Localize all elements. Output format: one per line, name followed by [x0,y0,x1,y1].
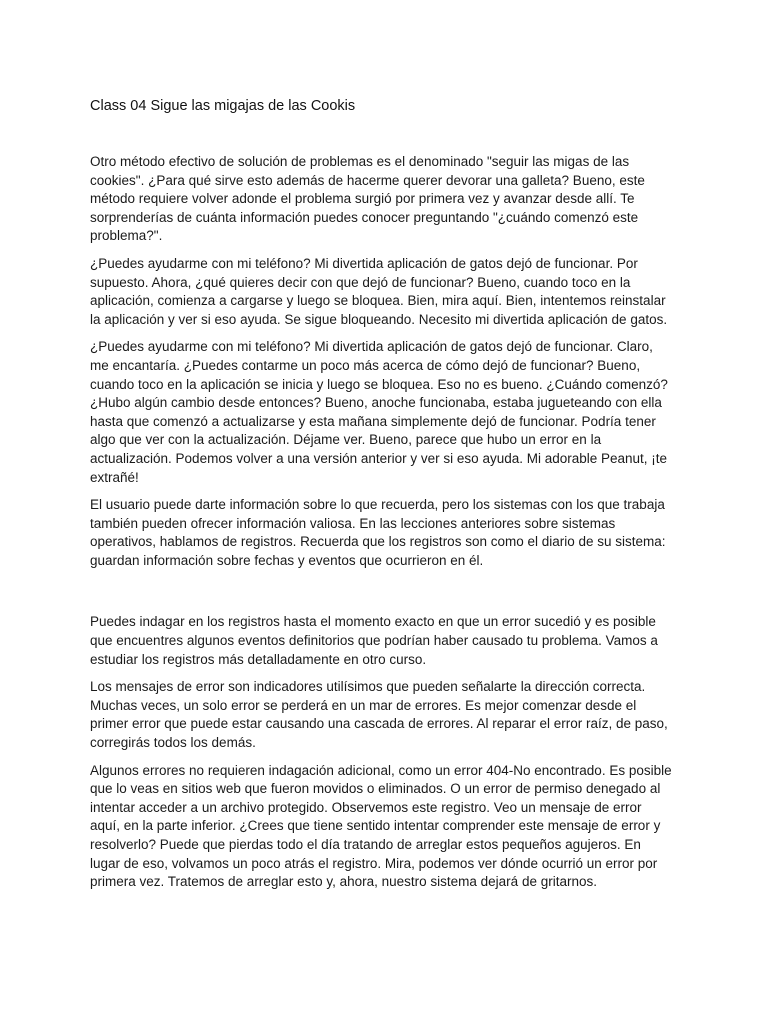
document-body [90,96,674,901]
paragraph: El usuario puede darte información sobre lo que recuerda, pero los sistemas con los que trabaja también pueden ofrecer información valiosa. En las lecciones anteriores sobre sistemas operativos, hablamos de registros. Recuerda que los registros son como el diario de su sistema: guardan información sobre fechas y eventos que ocurrieron en él. [90,497,666,568]
paragraph: ¿Puedes ayudarme con mi teléfono? Mi divertida aplicación de gatos dejó de funcionar. Por supuesto. Ahora, ¿qué quieres decir con que dejó de funcionar? Bueno, cuando toco en la aplicación, comienza a cargarse y luego se bloquea. Bien, mira aquí. Bien, intentemos reinstalar la aplicación y ver si eso ayuda. Se sigue bloqueando. Necesito mi divertida aplicación de gatos. [90,255,668,327]
paragraph: ¿Puedes ayudarme con mi teléfono? Mi divertida aplicación de gatos dejó de funcionar. Claro, me encantaría. ¿Puedes contarme un poco más acerca de cómo dejó de funcionar? Bueno, cuando toco en la aplicación se inicia y luego se bloquea. Eso no es bueno. ¿Cuándo comenzó? ¿Hubo algún cambio desde entonces? Bueno, anoche funcionaba, estaba jugueteando con ella hasta que comenzó a actualizarse y esta mañana simplemente dejó de funcionar. Podría tener algo que ver con la actualización. Déjame ver. Bueno, parece que hubo un error en la actualización. Podemos volver a una versión anterior y ver si eso ayuda. Mi adorable Peanut, ¡te extrañé! [90,339,668,485]
paragraph: Otro método efectivo de solución de problemas es el denominado "seguir las migas de las cookies". ¿Para qué sirve esto además de hacerme querer devorar una galleta? Bueno, este método requiere volver adonde el problema surgió por primera vez y avanzar desde allí. Te sorprenderías de cuánta información puedes conocer preguntando "¿cuándo comenzó este problema?". [90,154,645,244]
paragraph: Algunos errores no requieren indagación adicional, como un error 404-No encontrado. Es posible que lo veas en sitios web que fueron movidos o eliminados. O un error de permiso denegado al intentar acceder a un archivo protegido. Observemos este registro. Veo un mensaje de error aquí, en la parte inferior. ¿Crees que tiene sentido intentar comprender este mensaje de error y resolverlo? Puede que pierdas todo el día tratando de arreglar estos pequeños agujeros. En lugar de eso, volvamos un poco atrás el registro. Mira, podemos ver dónde ocurrió un error por primera vez. Tratemos de arreglar esto y, ahora, nuestro sistema dejará de gritarnos. [90,762,672,890]
paragraph: Puedes indagar en los registros hasta el momento exacto en que un error sucedió y es posible que encuentres algunos eventos definitorios que podrían haber causado tu problema. Vamos a estudiar los registros más detalladamente en otro curso. [90,614,658,667]
paragraph: Los mensajes de error son indicadores utilísimos que pueden señalarte la dirección correcta. Muchas veces, un solo error se perderá en un mar de errores. Es mejor comenzar desde el primer error que puede estar causando una cascada de errores. Al reparar el error raíz, de paso, corregirás todos los demás. [90,679,668,751]
document-title: Class 04 Sigue las migajas de las Cookis [90,98,356,114]
